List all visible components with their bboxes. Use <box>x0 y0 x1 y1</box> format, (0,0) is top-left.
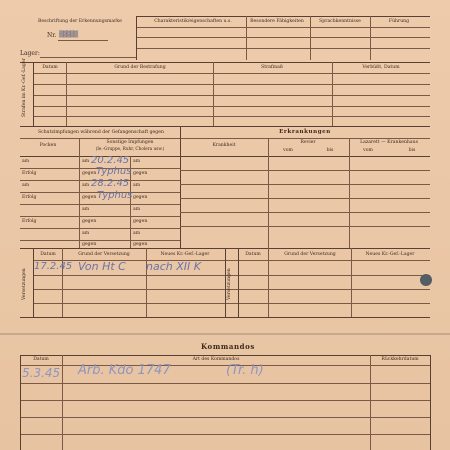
transfer-col-date-2: Datum <box>245 252 261 257</box>
ill-col-hosp-from: vom <box>363 148 373 153</box>
ill-col-illness: Krankheit <box>212 143 236 148</box>
vacc-row-mid-value: Typhus <box>96 166 132 177</box>
vacc-row-mid-value: 20.2.45 <box>91 155 130 166</box>
vacc-row-mid-prefix: gegen <box>82 219 97 224</box>
illnesses-title: Erkrankungen <box>279 129 331 135</box>
kommando-col-date: Datum <box>33 357 49 362</box>
punch-hole <box>420 274 432 286</box>
kommando-entry-text: Arb. Kdo 1747 <box>78 363 171 378</box>
vacc-col-smallpox: Pocken <box>39 143 57 148</box>
transfer-col-date: Datum <box>40 252 56 257</box>
camp-label: Lager: <box>20 50 40 57</box>
transfer-entry-date: 17.2.45 <box>34 261 73 272</box>
vacc-row-right-prefix: am <box>133 183 141 188</box>
vacc-row-mid-prefix: am <box>82 231 90 236</box>
kommando-entry-date: 5.3.45 <box>22 366 61 380</box>
tag-number-value: ▒▒▒▒▒ <box>59 31 78 38</box>
conduct-label: Führung <box>388 19 410 24</box>
kommando-entry-note: (Tr. h) <box>226 363 264 378</box>
vacc-row-label: am <box>22 159 30 164</box>
ill-col-hospital: Lazarett — Krankenhaus <box>360 140 418 145</box>
vacc-col-other: Sonstige Impfungen <box>106 140 154 145</box>
vacc-row-mid-prefix: am <box>82 207 90 212</box>
vacc-row-right-prefix: gegen <box>133 195 148 200</box>
punish-col-reason: Grund der Bestrafung <box>114 65 166 70</box>
vacc-row-right-prefix: am <box>133 207 141 212</box>
vacc-row-label: am <box>22 183 30 188</box>
transfer-entry-camp: nach XII K <box>146 260 201 273</box>
vacc-col-other-sub: (Ie.-Gruppe, Ruhr, Cholera usw.) <box>95 146 165 151</box>
punish-col-served: Verbüßt, Datum <box>362 65 400 70</box>
vacc-row-label: Erfolg <box>22 171 37 176</box>
vacc-row-right-prefix: am <box>133 231 141 236</box>
vacc-row-right-prefix: gegen <box>133 171 148 176</box>
vacc-row-mid-prefix: am <box>82 159 90 164</box>
vacc-row-mid-prefix: am <box>82 183 90 188</box>
tag-number-label: Nr. <box>47 32 57 39</box>
transfer-entry-reason: Von Ht C <box>78 260 126 273</box>
vacc-row-mid-prefix: gegen <box>82 171 97 176</box>
transfer-col-new-camp-2: Neues Kr.-Gef.-Lager <box>365 252 415 257</box>
vaccinations-title: Schutzimpfungen während der Gefangenschaft gegen <box>38 130 164 135</box>
transfer-col-reason-2: Grund der Versetzung <box>284 252 336 257</box>
kommando-col-type: Art des Kommandos <box>192 357 240 362</box>
punish-col-penalty: Strafmaß <box>261 65 283 70</box>
vacc-row-mid-value: 28.2.45 <box>91 178 130 189</box>
punish-col-date: Datum <box>42 65 58 70</box>
transfer-col-reason: Grund der Versetzung <box>78 252 130 257</box>
characteristics-label: Charakteristik/eigenschaften u.s. <box>154 19 232 24</box>
vacc-row-mid-value: Typhus <box>97 190 133 201</box>
vacc-row-label: Erfolg <box>22 195 37 200</box>
kommando-col-return: Rückkehrdatum <box>381 357 419 362</box>
vacc-row-mid-prefix: gegen <box>82 195 97 200</box>
ill-col-period: Revier <box>300 140 316 145</box>
kommandos-title: Kommandos <box>201 342 255 351</box>
special-skills-label: Besondere Fähigkeiten <box>250 19 304 24</box>
punishments-side-label: Strafen im Kr.-Gef.-Lager <box>22 58 27 117</box>
vacc-row-right-prefix: am <box>133 159 141 164</box>
vacc-row-mid-prefix: gegen <box>82 242 97 247</box>
transfers-side-label-right: Versetzungen <box>227 268 232 300</box>
ill-col-to: bis <box>326 148 334 153</box>
transfer-col-new-camp: Neues Kr.-Gef.-Lager <box>160 252 210 257</box>
vacc-row-right-prefix: gegen <box>133 219 148 224</box>
language-skills-label: Sprachkenntnisse <box>319 19 361 24</box>
transfers-side-label-left: Versetzungen <box>22 268 27 300</box>
vacc-row-right-prefix: gegen <box>133 242 148 247</box>
vacc-row-label: Erfolg <box>22 219 37 224</box>
ill-col-from: vom <box>283 148 293 153</box>
ill-col-hosp-to: bis <box>408 148 416 153</box>
identification-tag-label: Beschriftung der Erkennungsmarke <box>38 19 122 24</box>
